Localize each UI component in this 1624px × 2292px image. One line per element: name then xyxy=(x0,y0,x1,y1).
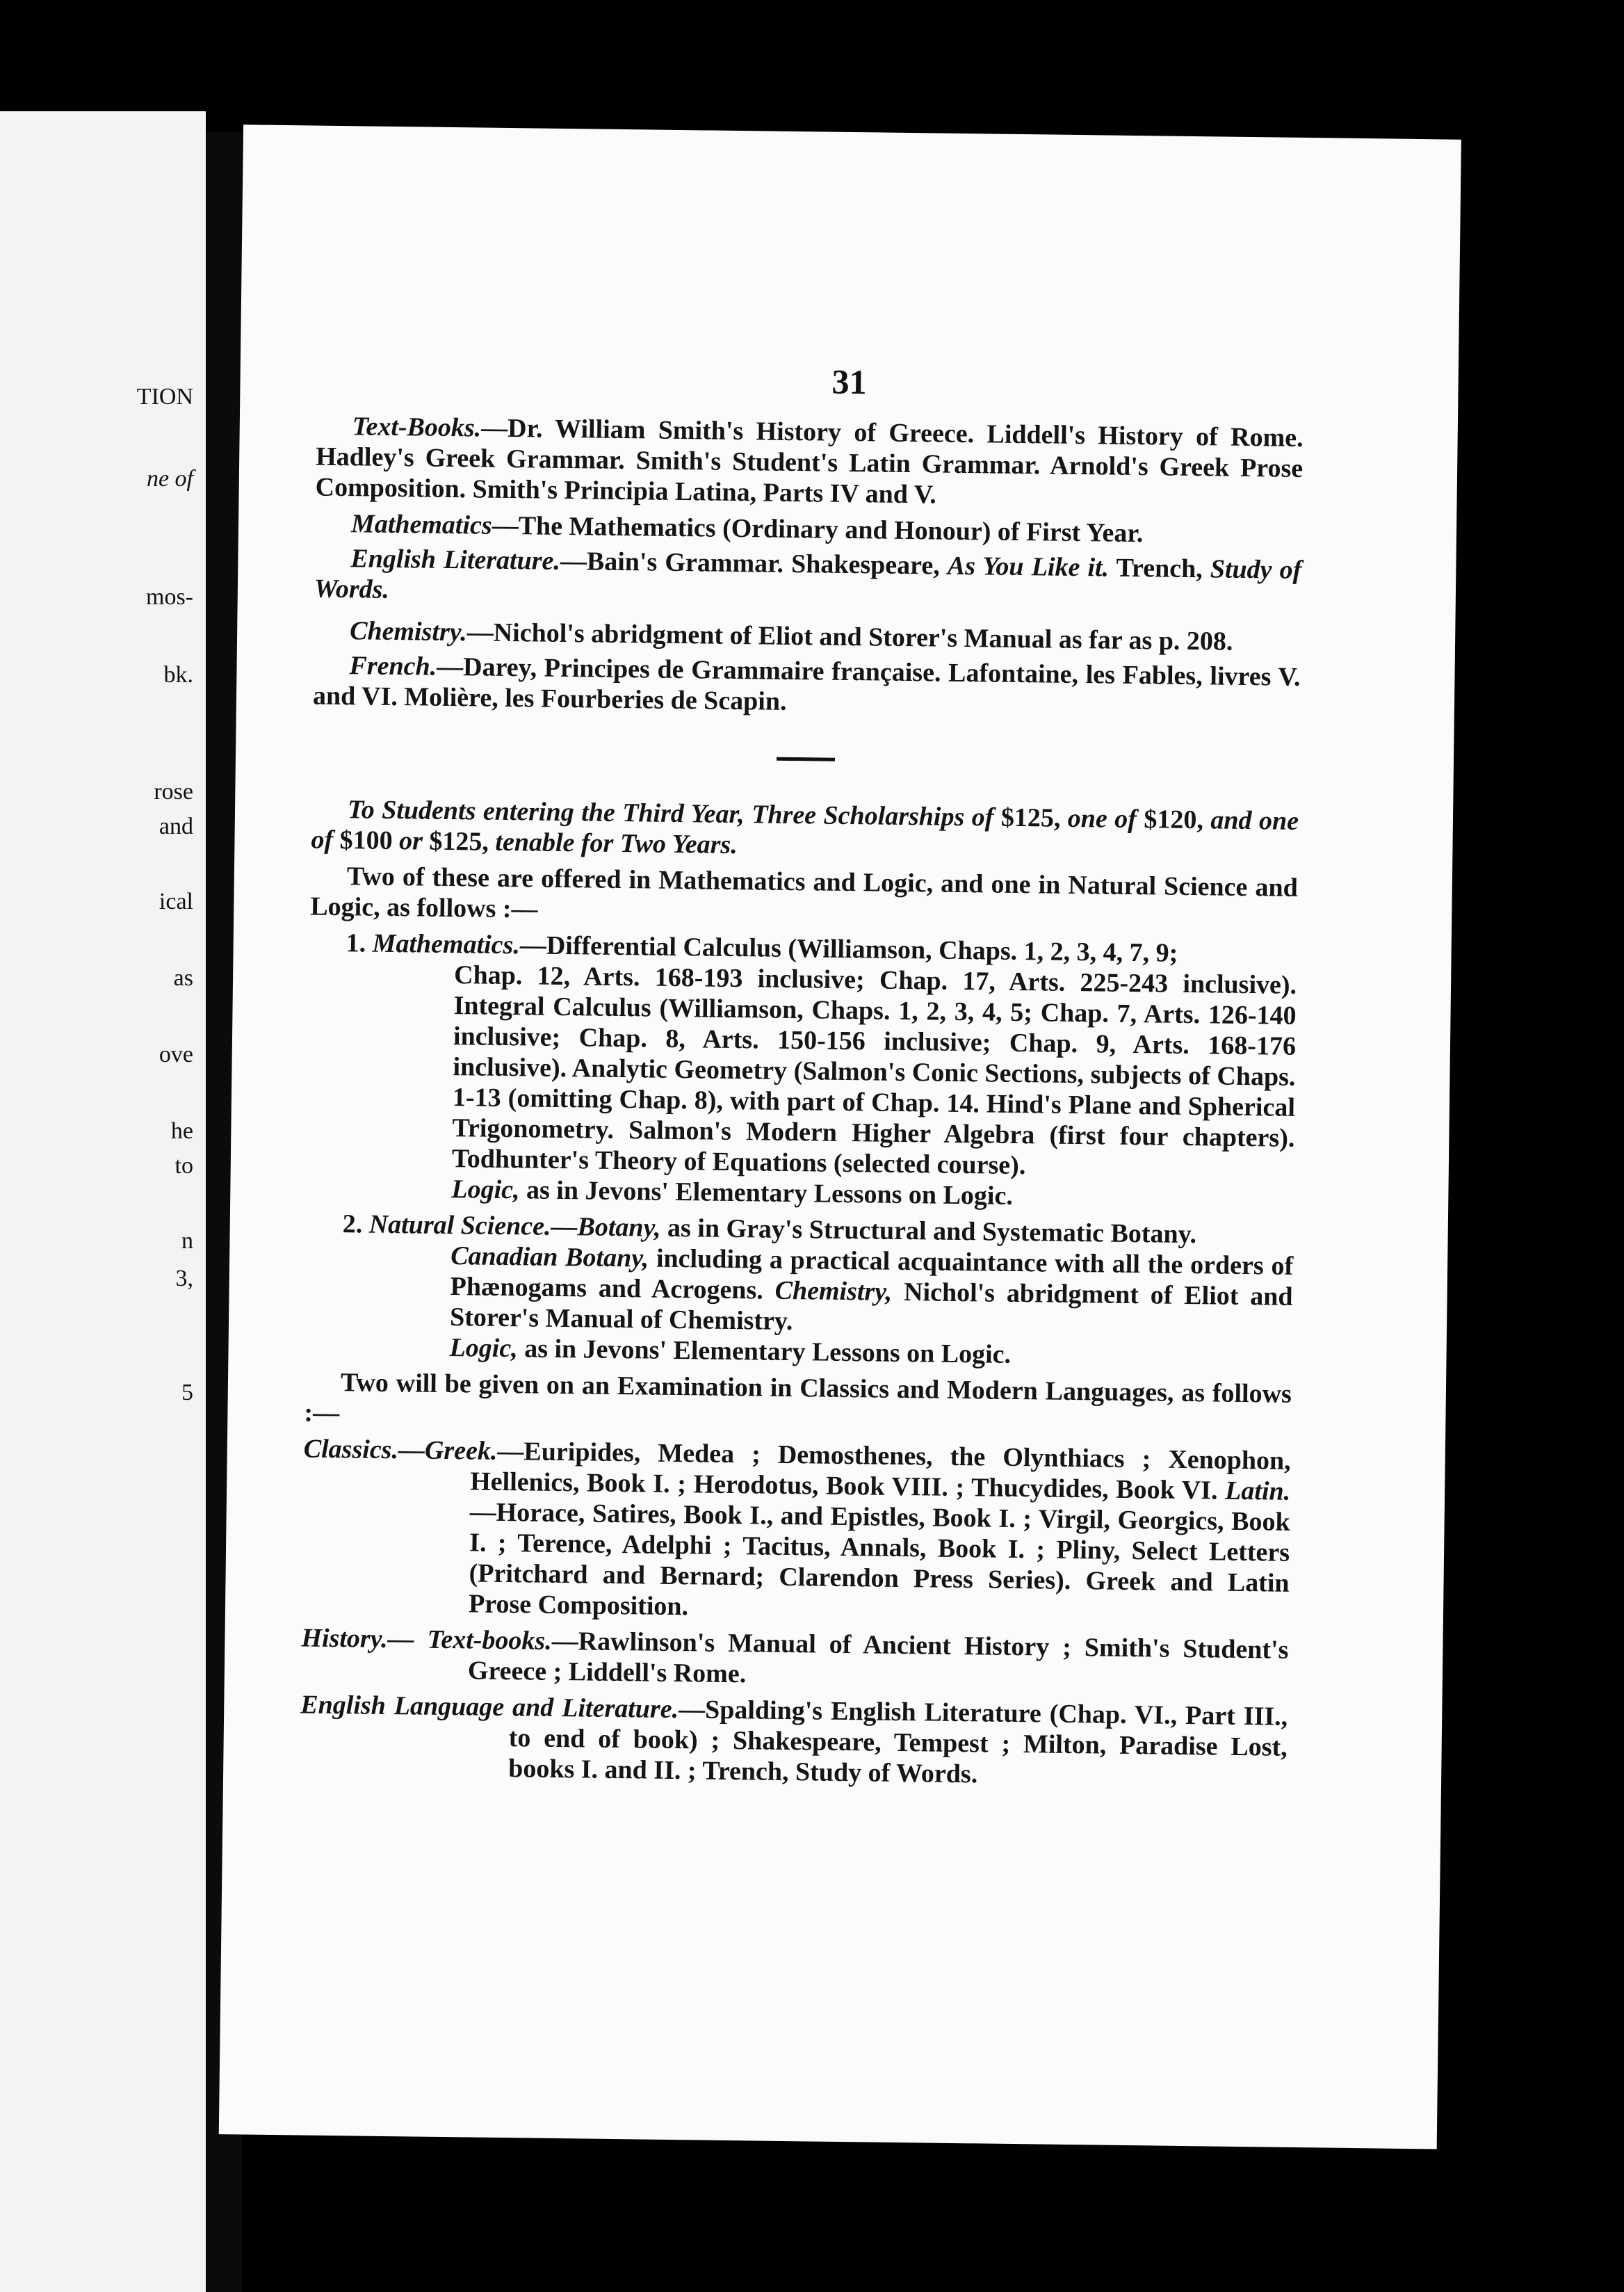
history-paragraph xyxy=(301,1622,1289,1695)
left-page-fragment: ne of xyxy=(146,466,193,492)
chemistry-label: Chemistry, xyxy=(774,1275,893,1307)
botany-text: as in Gray's Structural and Systematic Botany. xyxy=(660,1213,1197,1250)
english-language-paragraph xyxy=(300,1689,1288,1793)
logic-label: Logic, xyxy=(449,1333,518,1364)
text-books-text: —Dr. William Smith's History of Greece. Liddell's History of Rome. Hadley's Greek Grammar. Smith's Student's Latin Grammar. Arnold's Greek Prose Composition. Smith's Principia Latina, Parts IV and V. xyxy=(315,413,1304,510)
mathematics-item-label: Mathematics. xyxy=(372,928,521,960)
left-page-fragment: 5 xyxy=(181,1380,193,1405)
english-literature-text: —Bain's Grammar. Shakespeare, xyxy=(560,546,948,581)
left-page-fragment: TION xyxy=(136,384,193,410)
classics-label: Classics.—Greek. xyxy=(303,1434,498,1466)
natural-science-body xyxy=(305,1239,1294,1343)
latin-text: —Horace, Satires, Book I., and Epistles, Book I. ; Virgil, Georgics, Book I. ; Terence, Adelphi ; Tacitus, Annals, Book I. ; Pliny, Select Letters (Pritchard and Bernard; Clarendon Press Series). Greek and Latin Prose Composition. xyxy=(468,1497,1290,1622)
botany-label: —Botany, xyxy=(551,1211,661,1243)
scholarship-amount: $100 xyxy=(332,825,400,856)
book-page xyxy=(219,124,1461,2149)
english-literature-work: As You Like it. xyxy=(947,551,1110,583)
left-page-fragment: as xyxy=(173,965,193,991)
history-label: History.— Text-books. xyxy=(301,1623,552,1656)
third-year-intro: Two of these are offered in Mathematics and Logic, and one in Natural Science and Logic, as follows :— xyxy=(310,862,1299,924)
left-page-fragment: 3, xyxy=(175,1266,193,1291)
page-content xyxy=(300,411,1304,1799)
third-year-heading xyxy=(311,794,1299,867)
left-facing-page xyxy=(0,111,206,2292)
natural-science-item xyxy=(304,1209,1294,1373)
third-year-heading-part: or xyxy=(398,826,423,856)
french-label: French. xyxy=(349,651,437,681)
section-divider xyxy=(777,757,835,761)
mathematics-item-body: Chap. 12, Arts. 168-193 inclusive; Chap. 17, Arts. 225-243 inclusive). Integral Calculus (Williamson, Chaps. 1, 2, 3, 4, 5; Chap. 7, Arts. 126-140 inclusive; Chap. 8, Arts. 150-156 inclusive; Chap. 9, Arts. 168-176 inclusive). Analytic Geometry (Salmon's Conic Sections, subjects of Chaps. 1-13 (omitting Chap. 8), with part of Chap. 14. Hind's Plane and Spherical Trigonometry. Salmon's Modern Higher Algebra (first four chapters). Todhunter's Theory of Equations (selected course). xyxy=(451,960,1297,1181)
canadian-botany-text: including a practical acquaintance with all the orders of Phænogams and Acrogens. xyxy=(450,1243,1294,1305)
mathematics-text: —The Mathematics (Ordinary and Honour) of First Year. xyxy=(492,510,1144,549)
chemistry-text: Nichol's abridgment of Eliot and Storer's Manual of Chemistry. xyxy=(449,1277,1293,1337)
third-year-heading-part: one of xyxy=(1067,803,1137,834)
logic-label: Logic, xyxy=(451,1175,520,1205)
history-text: —Rawlinson's Manual of Ancient History ; Smith's Student's Greece ; Liddell's Rome. xyxy=(467,1626,1289,1689)
scholarship-amount: $125, xyxy=(422,826,496,857)
third-year-heading-part: To Students entering the Third Year, Three Scholarships of xyxy=(347,795,994,832)
left-page-fragment: bk. xyxy=(163,662,193,688)
left-page-fragment: n xyxy=(181,1228,193,1254)
text-books-paragraph xyxy=(315,411,1304,515)
french-paragraph xyxy=(313,650,1301,723)
page-number: 31 xyxy=(831,362,867,402)
natural-science-label: Natural Science. xyxy=(368,1209,551,1241)
english-language-label: English Language and Literature. xyxy=(300,1690,679,1725)
logic-text: as in Jevons' Elementary Lessons on Logic. xyxy=(519,1175,1014,1211)
scholarship-amount: $120, xyxy=(1136,805,1211,835)
english-literature-paragraph xyxy=(314,543,1302,616)
item-number: 1. xyxy=(346,928,366,958)
mathematics-label: Mathematics xyxy=(350,509,492,540)
left-page-fragment: ical xyxy=(159,889,193,914)
english-literature-text-2: Trench, xyxy=(1108,553,1211,584)
canadian-botany-label: Canadian Botany, xyxy=(450,1241,649,1273)
english-literature-label: English Literature. xyxy=(350,544,561,576)
english-literature-work-2: Study of Words. xyxy=(314,554,1302,604)
item-number: 2. xyxy=(342,1209,363,1239)
logic-text: as in Jevons' Elementary Lessons on Logic. xyxy=(517,1334,1012,1369)
mathematics-item xyxy=(307,928,1297,1215)
classics-text: —Euripides, Medea ; Demosthenes, the Olynthiacs ; Xenophon, Hellenics, Book I. ; Herodotus, Book VIII. ; Thucydides, Book VI. xyxy=(469,1436,1291,1506)
classics-intro: Two will be given on an Examination in Classics and Modern Languages, as follows :— xyxy=(304,1368,1292,1428)
latin-label: Latin. xyxy=(1224,1476,1291,1506)
french-text: —Darey, Principes de Grammaire française. Lafontaine, les Fables, livres V. and VI. Molière, les Fourberies de Scapin. xyxy=(312,652,1301,716)
classics-paragraph xyxy=(302,1434,1291,1629)
mathematics-item-first: —Differential Calculus (Williamson, Chaps. 1, 2, 3, 4, 7, 9; xyxy=(519,930,1178,968)
chemistry-label: Chemistry. xyxy=(349,616,467,647)
left-page-fragment: ove xyxy=(159,1042,193,1067)
third-year-heading-part: tenable for Two Years. xyxy=(495,827,738,860)
chemistry-text: —Nichol's abridgment of Eliot and Storer's Manual as far as p. 208. xyxy=(466,618,1233,656)
scholarship-amount: $125, xyxy=(993,802,1069,833)
left-page-fragment: he xyxy=(170,1118,193,1144)
left-page-fragment: rose xyxy=(154,779,193,805)
english-language-text: —Spalding's English Literature (Chap. VI., Part III., to end of book) ; Shakespeare, Tempest ; Milton, Paradise Lost, books I. and II. ; Trench, Study of Words. xyxy=(508,1695,1288,1789)
text-books-label: Text-Books. xyxy=(352,412,482,443)
left-page-fragment: to xyxy=(174,1153,193,1179)
left-page-fragment: mos- xyxy=(146,584,193,610)
left-page-fragment: and xyxy=(159,814,193,839)
third-year-heading-part: and one of xyxy=(311,805,1299,855)
